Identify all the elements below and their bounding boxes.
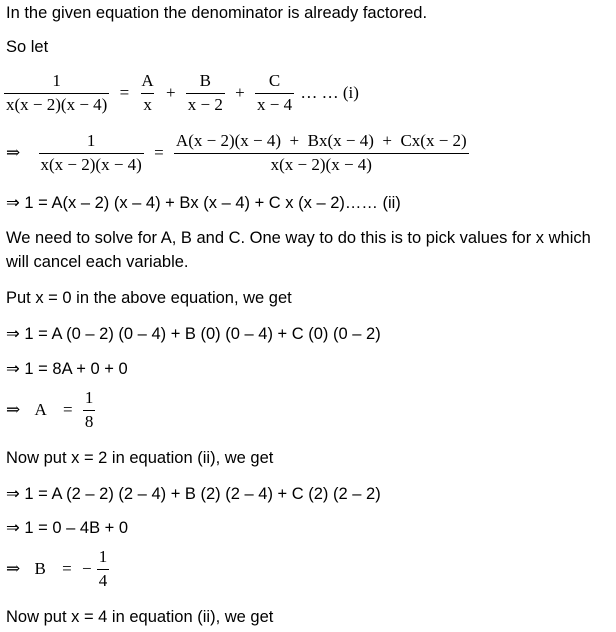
rhs-numerator: A(x − 2)(x − 4) + Bx(x − 4) + Cx(x − 2)	[175, 131, 467, 150]
step-x2-substitution: ⇒ 1 = A (2 – 2) (2 – 4) + B (2) (2 – 4) + C (2) (2 – 2)	[6, 485, 381, 503]
fraction-b-denominator: x − 2	[187, 94, 223, 114]
intro-text: In the given equation the denominator is already factored.	[6, 4, 428, 22]
variable-a: A	[34, 400, 47, 420]
paragraph-line-1: We need to solve for A, B and C. One way to do this is to pick values for x which	[6, 229, 591, 247]
equation-i	[4, 72, 365, 114]
lhs-denominator: x(x − 2)(x − 4)	[6, 94, 108, 114]
step-x0-simplified: ⇒ 1 = 8A + 0 + 0	[6, 360, 128, 378]
put-x-0-text: Put x = 0 in the above equation, we get	[6, 289, 292, 307]
lhs-fraction	[4, 72, 109, 114]
lhs-fraction	[39, 132, 144, 174]
fraction-a	[139, 72, 155, 114]
step-x0-substitution: ⇒ 1 = A (0 – 2) (0 – 4) + B (0) (0 – 4) + C (0) (0 – 2)	[6, 325, 381, 343]
put-x-2-text: Now put x = 2 in equation (ii), we get	[6, 449, 274, 467]
implies-arrow: ⇒	[6, 400, 21, 420]
denominator: 8	[84, 411, 94, 431]
result-b	[6, 548, 109, 590]
numerator: 1	[84, 388, 94, 407]
fraction-b-numerator: B	[199, 71, 212, 90]
result-a	[6, 389, 95, 431]
plus-sign: +	[235, 83, 245, 103]
plus-sign: +	[165, 83, 176, 103]
denominator: 4	[98, 570, 108, 590]
put-x-4-text: Now put x = 4 in equation (ii), we get	[6, 608, 274, 626]
variable-b: B	[34, 559, 46, 579]
fraction-a-denominator: x	[143, 94, 152, 114]
implies-arrow: ⇒	[6, 559, 21, 579]
so-let-text: So let	[6, 38, 49, 56]
equals-sign: =	[154, 143, 164, 163]
equals-sign: =	[119, 83, 130, 103]
minus-sign: −	[81, 559, 92, 579]
paragraph-line-2: will cancel each variable.	[6, 253, 189, 271]
implies-arrow: ⇒	[6, 143, 21, 163]
lhs-numerator: 1	[52, 71, 61, 90]
numerator: 1	[98, 547, 108, 566]
step-x2-simplified: ⇒ 1 = 0 – 4B + 0	[6, 519, 129, 537]
equation-combined	[6, 132, 469, 174]
equals-sign: =	[63, 400, 73, 420]
fraction-one-quarter	[97, 548, 110, 590]
equation-ii: ⇒ 1 = A(x – 2) (x – 4) + Bx (x – 4) + C x (x – 2)…… (ii)	[6, 194, 401, 212]
fraction-a-numerator: A	[141, 71, 154, 90]
lhs-numerator: 1	[86, 131, 96, 150]
equation-tag: … … (i)	[300, 83, 359, 103]
fraction-c	[255, 72, 294, 114]
fraction-c-denominator: x − 4	[256, 94, 293, 114]
fraction-b	[186, 72, 225, 114]
fraction-one-eighth	[83, 389, 96, 431]
rhs-denominator: x(x − 2)(x − 4)	[174, 153, 469, 175]
equals-sign: =	[62, 559, 72, 579]
fraction-c-numerator: C	[268, 71, 281, 90]
lhs-denominator: x(x − 2)(x − 4)	[40, 154, 142, 174]
rhs-fraction	[174, 132, 469, 174]
